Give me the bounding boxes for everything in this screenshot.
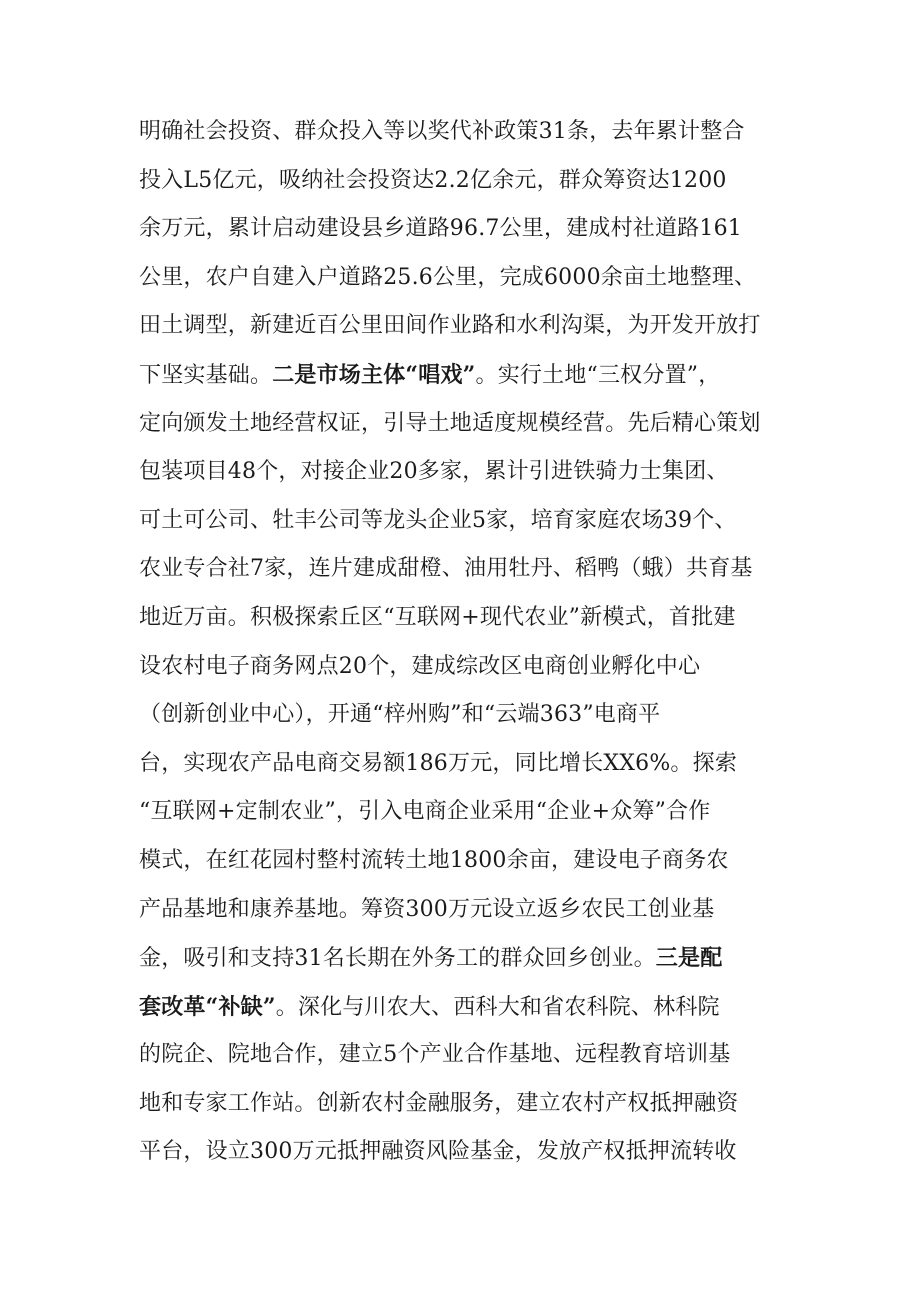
- text-segment: 地和专家工作站。创新农村金融服务，建立农村产权抵押融资: [139, 1090, 739, 1116]
- text-line: [139, 792, 789, 841]
- text-segment: 下坚实基础。: [139, 362, 273, 388]
- text-segment: （创新创业中心），开通“梓州购”和“云端363”电商平: [139, 702, 661, 728]
- text-segment: 明确社会投资、群众投入等以奖代补政策31条，去年累计整合: [139, 119, 745, 144]
- text-segment: 田土调型，新建近百公里田间作业路和水利沟渠，为开发开放打: [139, 313, 761, 339]
- text-line: [139, 938, 789, 987]
- text-line: [139, 209, 789, 258]
- bold-text-segment: 套改革“补缺”: [139, 993, 276, 1020]
- text-segment: 余万元，累计启动建设县乡道路96.7公里，建成村社道路161: [139, 216, 742, 242]
- text-line: [139, 404, 789, 453]
- text-line: [139, 841, 789, 890]
- text-line: [139, 112, 789, 161]
- text-segment: 台，实现农产品电商交易额186万元，同比增长XX6%。探索: [139, 750, 738, 776]
- text-segment: 。实行土地“三权分置”，: [475, 362, 721, 388]
- body-text: [139, 112, 789, 1181]
- text-segment: 可土可公司、牡丰公司等龙头企业5家，培育家庭农场39个、: [139, 507, 737, 533]
- text-line: [139, 987, 789, 1036]
- text-line: [139, 1035, 789, 1084]
- text-segment: 平台，设立300万元抵押融资风险基金，发放产权抵押流转收: [139, 1139, 737, 1165]
- text-line: [139, 549, 789, 598]
- text-line: [139, 744, 789, 793]
- text-line: [139, 598, 789, 647]
- text-segment: 设农村电子商务网点20个，建成综改区电商创业孵化中心: [139, 653, 701, 679]
- text-segment: 的院企、院地合作，建立5个产业合作基地、远程教育培训基: [139, 1042, 731, 1068]
- text-segment: 公里，农户自建入户道路25.6公里，完成6000余亩土地整理、: [139, 264, 757, 290]
- bold-text-segment: 三是配: [655, 945, 723, 972]
- text-line: [139, 161, 789, 210]
- text-segment: 。深化与川农大、西科大和省农科院、林科院: [275, 994, 720, 1020]
- text-line: [139, 258, 789, 307]
- text-line: [139, 1084, 789, 1133]
- text-line: [139, 452, 789, 501]
- text-line: [139, 890, 789, 939]
- text-segment: 产品基地和康养基地。筹资300万元设立返乡农民工创业基: [139, 896, 715, 922]
- text-segment: 地近万亩。积极探索丘区“互联网+现代农业”新模式，首批建: [139, 604, 736, 630]
- text-segment: 投入L5亿元，吸纳社会投资达2.2亿余元，群众筹资达1200: [139, 167, 727, 193]
- text-segment: 包装项目48个，对接企业20多家，累计引进铁骑力士集团、: [139, 459, 729, 485]
- text-line: [139, 355, 789, 404]
- text-line: [139, 647, 789, 696]
- text-segment: 定向颁发土地经营权证，引导土地适度规模经营。先后精心策划: [139, 410, 761, 436]
- text-segment: 金，吸引和支持31名长期在外务工的群众回乡创业。: [139, 946, 656, 972]
- bold-text-segment: 二是市场主体“唱戏”: [272, 361, 476, 388]
- text-line: [139, 695, 789, 744]
- text-segment: 模式，在红花园村整村流转土地1800余亩，建设电子商务农: [139, 847, 729, 873]
- text-line: [139, 501, 789, 550]
- text-line: [139, 1132, 789, 1181]
- text-segment: 农业专合社7家，连片建成甜橙、油用牡丹、稻鸭（蛾）共育基: [139, 556, 753, 582]
- text-line: [139, 306, 789, 355]
- text-segment: “互联网+定制农业”，引入电商企业采用“企业+众筹”合作: [139, 799, 711, 825]
